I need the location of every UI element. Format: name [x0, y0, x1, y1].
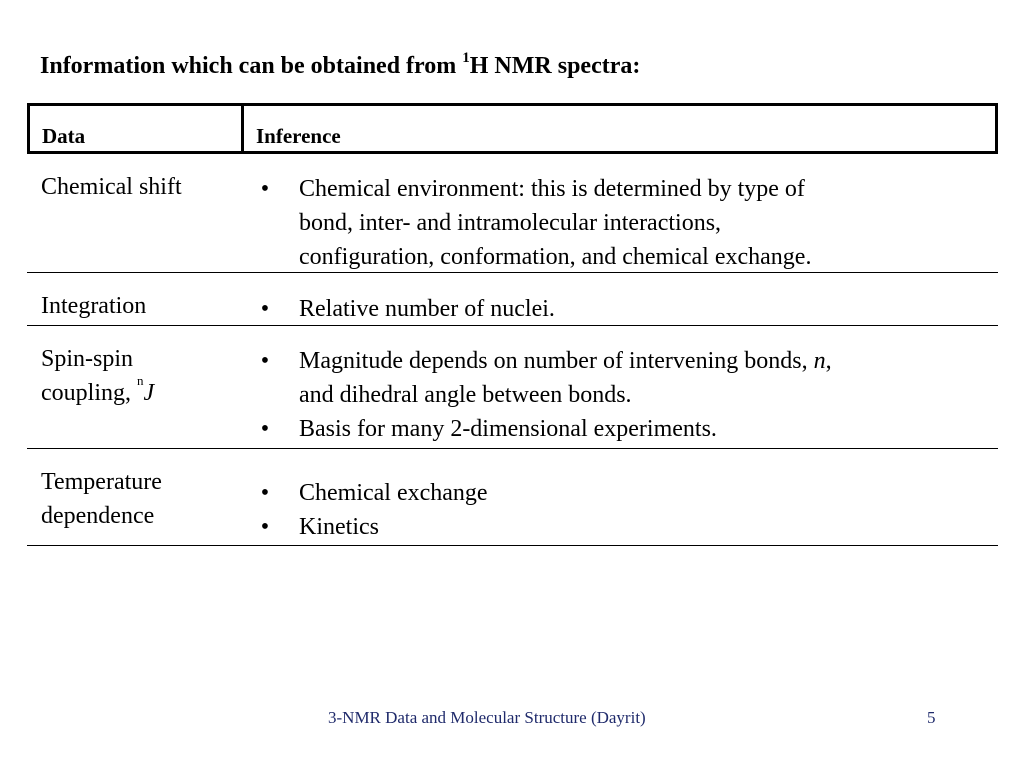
data-label: Spin-spin	[41, 346, 134, 372]
row-divider	[27, 448, 998, 449]
bullet-text: Magnitude depends on number of intervening bonds,	[299, 348, 814, 374]
data-label: Temperature	[41, 469, 162, 495]
bullet-icon: •	[260, 296, 270, 322]
bullet-line: Relative number of nuclei.	[299, 296, 555, 322]
bullet-line	[299, 344, 975, 378]
title-superscript: 1	[462, 50, 470, 66]
bonds-variable: n	[813, 348, 826, 374]
data-label	[41, 373, 155, 410]
header-data: Data	[42, 124, 86, 148]
list-item	[255, 476, 975, 510]
bullet-icon: •	[260, 176, 270, 202]
bullet-line: and dihedral angle between bonds.	[299, 382, 632, 408]
row-integration-data	[41, 289, 146, 323]
title-suffix: H NMR spectra:	[469, 53, 641, 79]
footer-text: 3-NMR Data and Molecular Structure (Dayrit)	[328, 708, 646, 727]
table-bottom-border	[27, 545, 998, 546]
row-integration-inference	[255, 292, 975, 326]
row-spin-coupling-data	[41, 342, 154, 410]
header-inference: Inference	[256, 124, 341, 148]
header-divider	[241, 106, 244, 151]
bullet-line: configuration, conformation, and chemical exchange.	[299, 244, 812, 270]
row-temperature-inference	[255, 476, 975, 544]
data-label: Integration	[41, 293, 147, 319]
row-chemical-shift-data	[41, 170, 182, 204]
bullet-icon: •	[260, 514, 270, 540]
row-temperature-data	[41, 465, 162, 533]
list-item	[255, 510, 975, 544]
bullet-icon: •	[260, 416, 270, 442]
title-prefix: Information which can be obtained from	[40, 53, 463, 79]
slide-title	[40, 50, 641, 79]
list-item	[255, 412, 975, 446]
bullet-line: Chemical environment: this is determined by type of	[299, 176, 805, 202]
list-item	[255, 172, 975, 274]
table-header	[27, 103, 998, 154]
data-label: dependence	[41, 503, 155, 529]
list-item	[255, 344, 975, 412]
bullet-icon: •	[260, 348, 270, 374]
row-spin-coupling-inference	[255, 344, 975, 446]
coupling-symbol: J	[143, 380, 155, 406]
coupling-prefix: coupling,	[41, 380, 137, 406]
data-label: Chemical shift	[41, 174, 182, 200]
list-item	[255, 292, 975, 326]
bullet-icon: •	[260, 480, 270, 506]
bullet-line: bond, inter- and intramolecular interactions,	[299, 210, 722, 236]
row-divider	[27, 272, 998, 273]
bullet-line: Basis for many 2-dimensional experiments.	[299, 416, 717, 442]
page-number: 5	[927, 708, 936, 727]
row-divider	[27, 325, 998, 326]
bullet-line: Kinetics	[299, 514, 379, 540]
bullet-line: Chemical exchange	[299, 480, 488, 506]
row-chemical-shift-inference	[255, 172, 975, 274]
coupling-superscript: n	[137, 373, 144, 388]
bullet-text: ,	[825, 348, 832, 374]
